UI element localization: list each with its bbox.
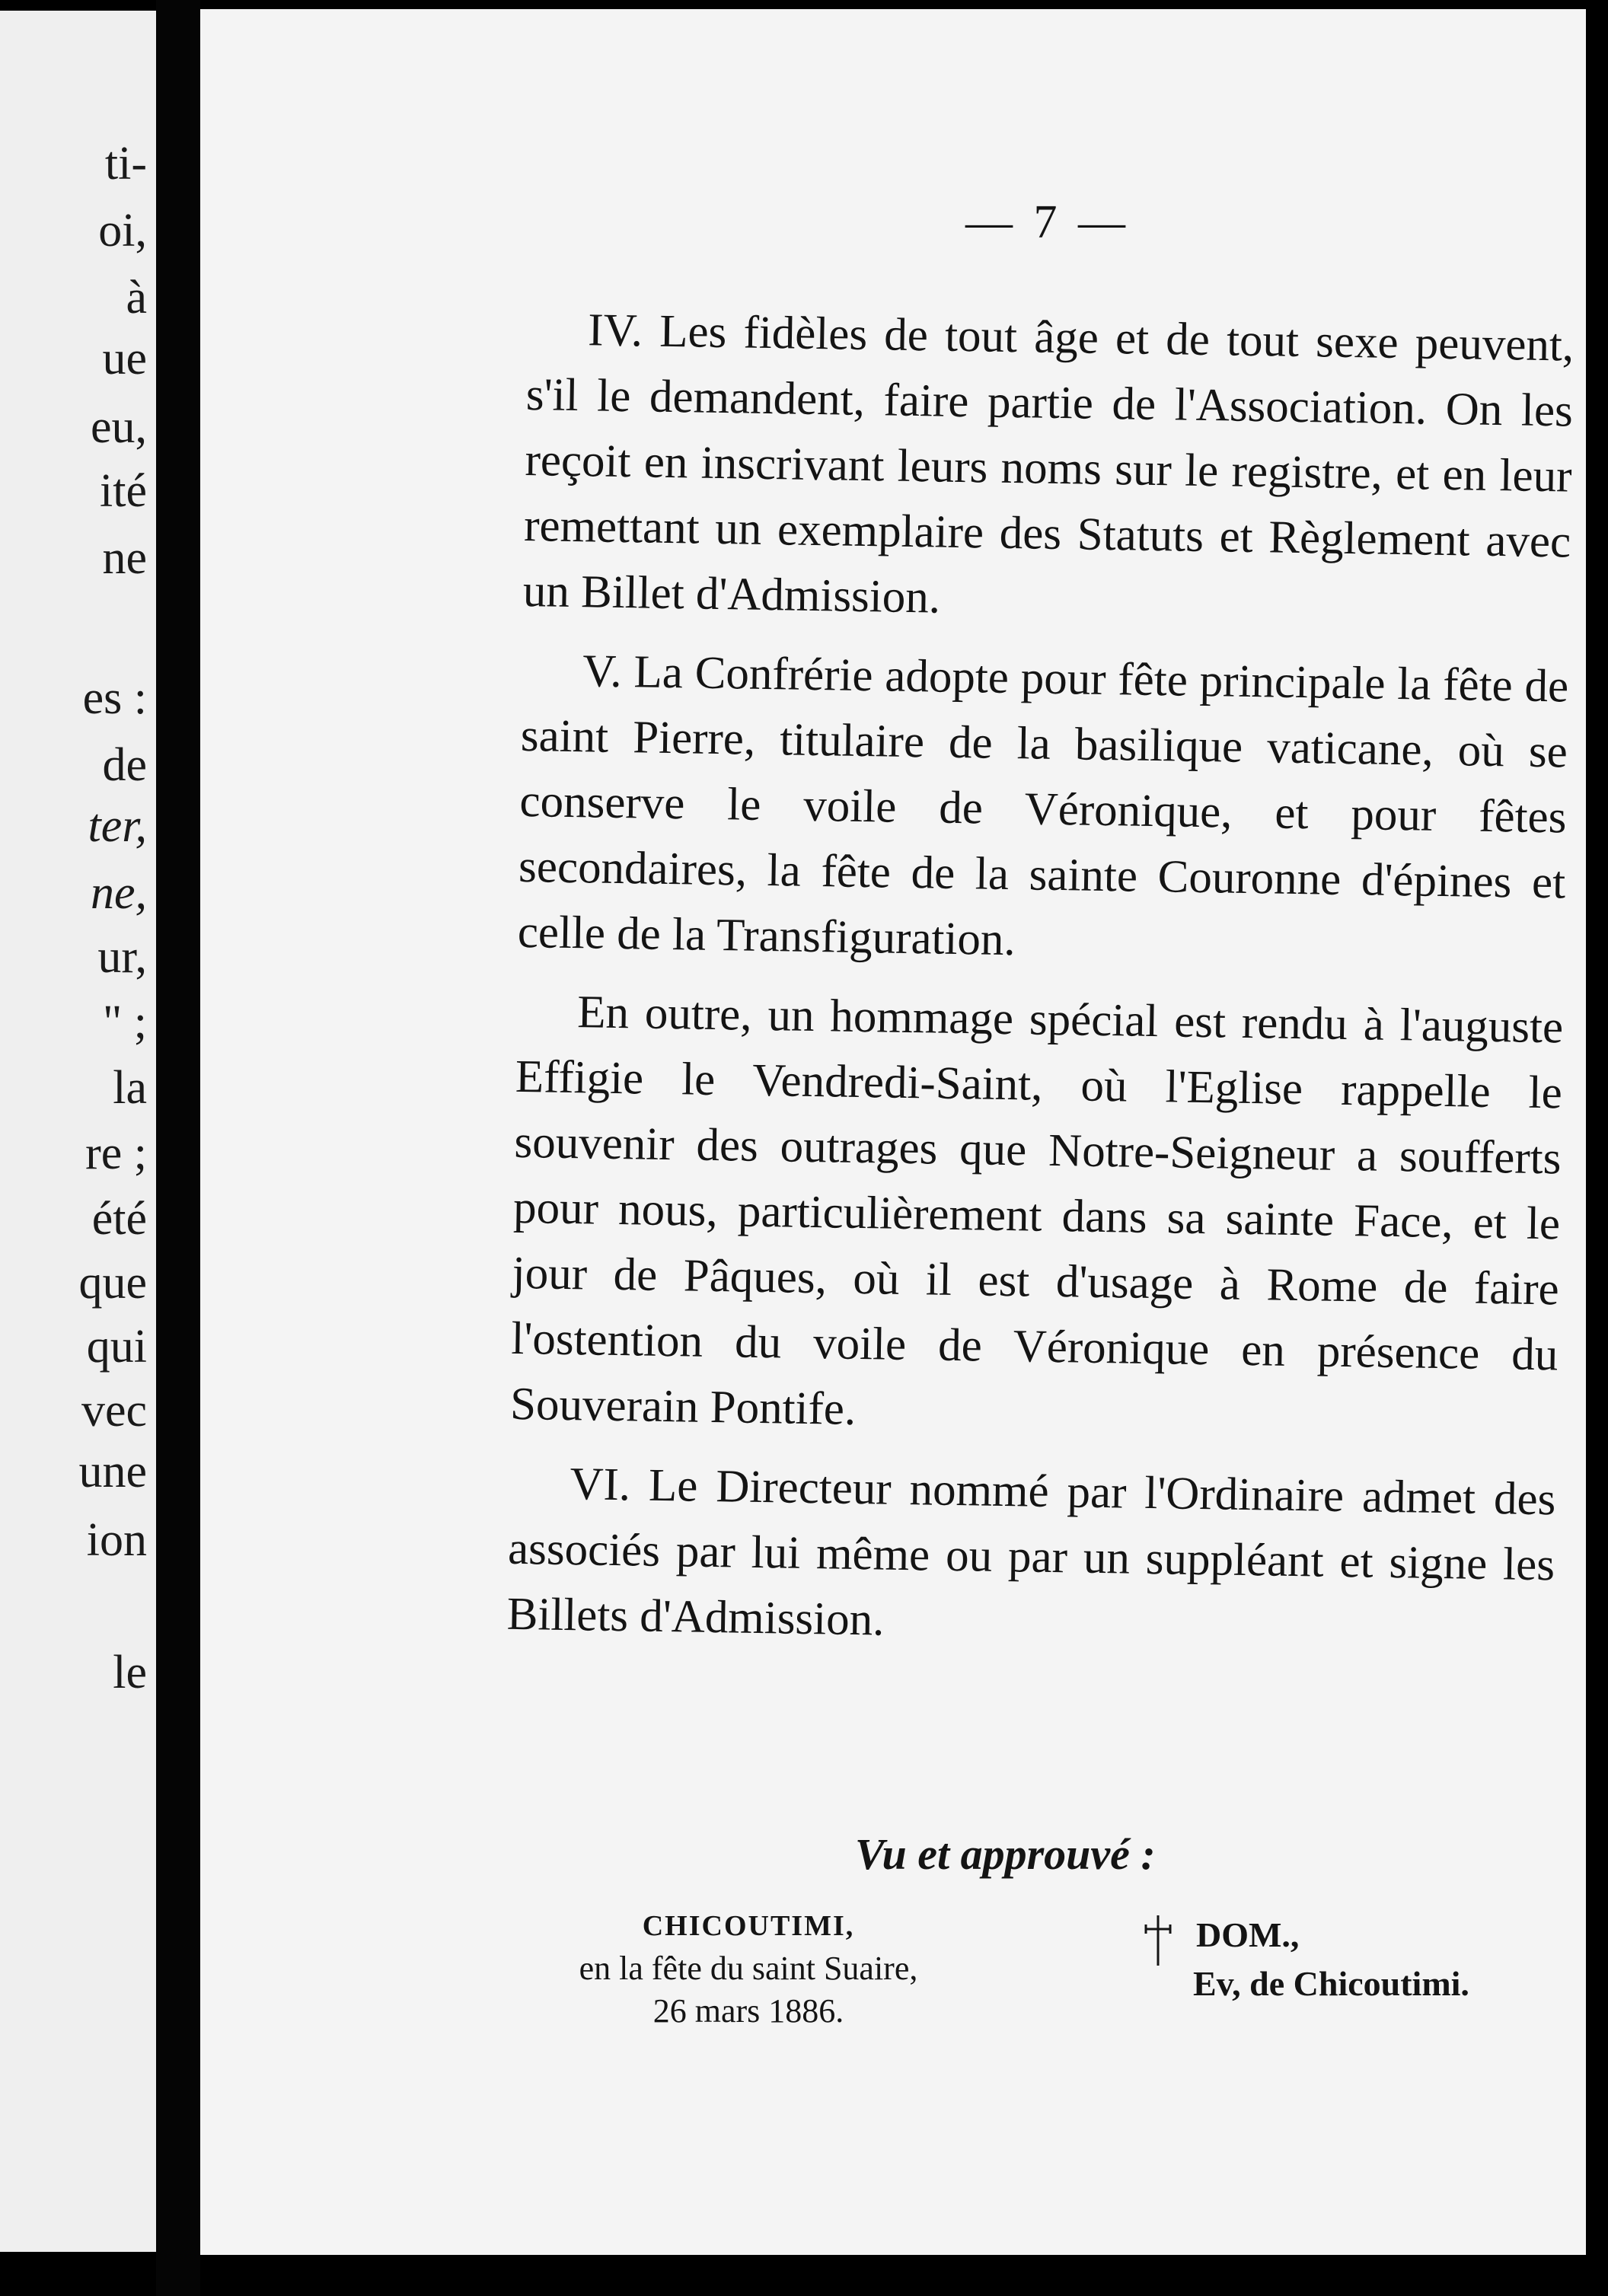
facing-page-fragment: la — [113, 1062, 147, 1114]
facing-page-fragment: ité — [100, 465, 147, 517]
episcopal-cross-icon — [1143, 1912, 1173, 1967]
paragraph-v: V. La Confrérie adopte pour fête principale la fête de saint Pierre, titulaire de la basilique vaticane, où se conserve le voile de Véronique, et pour fêtes secondaires, la fête de la sainte Couronne d'épines et celle de la Transfiguration. — [517, 646, 1569, 966]
signature-occasion: en la fête du saint Suaire, — [579, 1950, 918, 1987]
signature-place: CHICOUTIMI, — [642, 1910, 855, 1942]
facing-page-fragment: ne, — [90, 867, 147, 919]
facing-page-fragment: qui — [86, 1321, 147, 1373]
facing-page — [0, 11, 156, 2252]
signature-title: Ev, de Chicoutimi. — [1193, 1964, 1469, 2003]
facing-page-fragment: le — [113, 1647, 147, 1698]
facing-page-fragment: eu, — [90, 401, 147, 453]
page-number: — 7 — — [965, 196, 1130, 248]
facing-page-fragment: ue — [102, 333, 147, 384]
signature-bishop — [1193, 1911, 1469, 2008]
facing-page-fragment: été — [91, 1193, 147, 1245]
facing-page-fragment: ti- — [104, 138, 147, 190]
facing-page-fragment: oi, — [98, 205, 147, 257]
signature-name: DOM., — [1196, 1915, 1300, 1954]
facing-page-fragment: vec — [81, 1385, 147, 1437]
approval-line: Vu et approuvé : — [855, 1829, 1156, 1879]
body-text — [506, 297, 1574, 1663]
book-page — [200, 9, 1586, 2255]
facing-page-fragment: " ; — [102, 997, 147, 1048]
facing-page-fragment: ter, — [88, 800, 147, 852]
facing-page-fragment: que — [78, 1257, 147, 1309]
book-binding — [156, 0, 200, 2296]
facing-page-fragment: ion — [86, 1514, 147, 1566]
facing-page-fragment: es : — [82, 672, 147, 724]
facing-page-fragment: ur, — [97, 931, 147, 983]
signature-date: 26 mars 1886. — [652, 1992, 844, 2030]
facing-page-fragment: re ; — [85, 1127, 147, 1179]
paragraph-iv: IV. Les fidèles de tout âge et de tout sexe peuvent, s'il le demandent, faire partie de l'Association. On les reçoit en inscrivant leurs noms sur le registre, et en leur remettant un exemplaire des Statuts et Règlement avec un Billet d'Admission. — [522, 305, 1574, 623]
signature-place-date — [512, 1905, 984, 2033]
facing-page-fragment: de — [102, 739, 147, 791]
facing-page-fragment: une — [78, 1446, 147, 1497]
paragraph-vi: VI. Le Directeur nommé par l'Ordinaire admet des associés par lui même ou par un suppléant et signe les Billets d'Admission. — [506, 1459, 1556, 1646]
facing-page-fragment: ne — [102, 532, 147, 584]
paragraph-en-outre: En outre, un hommage spécial est rendu à l'auguste Effigie le Vendredi-Saint, où l'Eglise rappelle le souvenir des outrages que Notre-Seigneur a soufferts pour nous, particulièrement dans sa sainte Face, et le jour de Pâques, où il est d'usage à Rome de faire l'ostention du voile de Véronique en présence du Souverain Pontife. — [509, 987, 1564, 1435]
facing-page-fragment: à — [126, 272, 147, 324]
